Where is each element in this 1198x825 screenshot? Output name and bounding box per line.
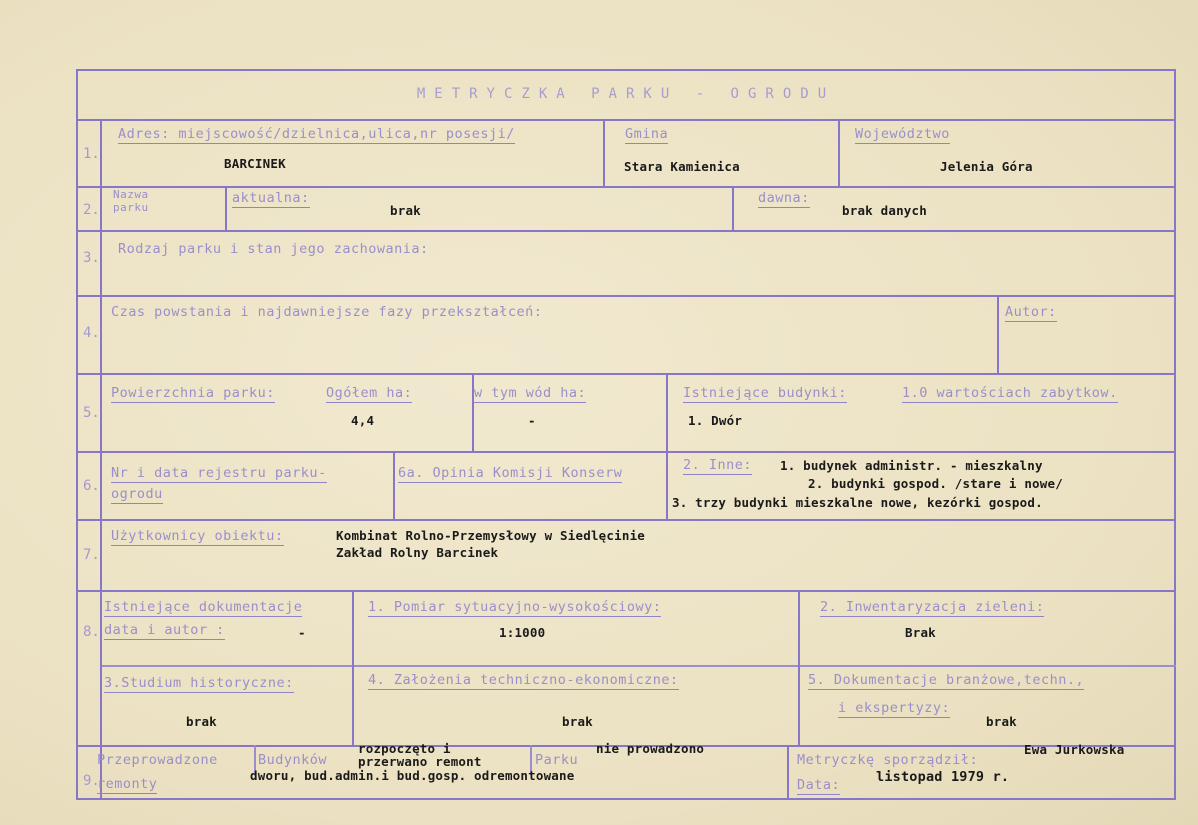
current-name-value: brak [390,203,421,218]
gmina-value: Stara Kamienica [624,159,740,174]
users-value: Kombinat Rolno-Przemysłowy w Siedlęcinie [336,528,646,543]
cell-divider [732,186,734,231]
water-area-value: - [528,413,536,428]
area-label: Powierzchnia parku: [111,385,275,401]
documentation-value: - [298,625,306,640]
greenery-inventory-label: 2. Inwentaryzacja zieleni: [820,599,1045,615]
cell-divider [666,373,668,521]
row-divider [76,186,1176,188]
row-divider [76,519,1176,521]
other-building-item: 2. budynki gospod. /stare i nowe/ [808,476,1063,491]
total-area-value: 4,4 [351,413,375,428]
former-name-label: dawna: [758,190,810,206]
technical-assumptions-label: 4. Założenia techniczno-ekonomiczne: [368,672,679,688]
prepared-by-label: Metryczkę sporządził: [797,752,979,768]
border-right [1174,69,1176,800]
former-name-value: brak danych [842,203,927,218]
current-name-label: aktualna: [232,190,310,206]
date-value: listopad 1979 r. [876,769,1010,785]
repairs-label: Przeprowadzone [97,752,218,768]
prepared-by-value: Ewa Jurkowska [1024,742,1125,757]
greenery-inventory-value: Brak [905,625,936,640]
row-divider [76,295,1176,297]
row-divider [76,451,1176,453]
gmina-label: Gmina [625,126,669,142]
number-column-divider [100,119,102,800]
users-label: Użytkownicy obiektu: [111,528,284,544]
row-number: 2. [83,202,100,218]
users-value-2: Zakład Rolny Barcinek [336,545,499,560]
border-bottom [76,798,1176,800]
park-repairs-value: nie prowadzono [596,741,705,756]
park-name-label-2: parku [113,201,149,214]
documentation-label-2: data i autor : [104,622,225,638]
branch-docs-value: brak [986,714,1017,729]
branch-docs-label-2: i ekspertyzy: [838,700,951,716]
row-number: 4. [83,325,100,341]
cell-divider [393,451,395,520]
cell-divider [798,590,800,746]
cell-divider [225,186,227,231]
other-buildings-label: 2. Inne: [683,457,753,473]
row-number: 1. [83,146,100,162]
voivodeship-label: Województwo [855,126,950,142]
row-divider [76,230,1176,232]
row-number: 6. [83,478,100,494]
date-label: Data: [797,777,841,793]
historical-study-value: brak [186,714,217,729]
author-label: Autor: [1005,304,1057,320]
row-number: 5. [83,405,100,421]
buildings-repairs-label: Budynków [258,752,328,768]
technical-assumptions-value: brak [562,714,593,729]
address-label: Adres: miejscowość/dzielnica,ulica,nr posesji/ [118,126,515,142]
park-name-label: Nazwa [113,188,149,201]
survey-label: 1. Pomiar sytuacyjno-wysokościowy: [368,599,662,615]
register-label: Nr i data rejestru parku- [111,465,327,481]
border-left [76,69,78,800]
buildings-heritage-value: 1. Dwór [688,413,743,428]
row-divider [76,590,1176,592]
register-label-2: ogrodu [111,486,163,502]
survey-value: 1:1000 [499,625,546,640]
historical-study-label: 3.Studium historyczne: [104,675,294,691]
buildings-repairs-value-3: dworu, bud.admin.i bud.gosp. odremontowane [250,768,575,783]
total-area-label: Ogółem ha: [326,385,413,401]
border-top [76,69,1176,71]
buildings-heritage-label: 1.0 wartościach zabytkow. [902,385,1118,401]
branch-docs-label: 5. Dokumentacje branżowe,techn., [808,672,1085,688]
row-divider [100,665,1176,667]
other-building-item: 1. budynek administr. - mieszkalny [780,458,1043,473]
park-repairs-label: Parku [535,752,579,768]
documentation-label: Istniejące dokumentacje [104,599,303,615]
row-divider [76,119,1176,121]
row-number: 3. [83,250,100,266]
cell-divider [603,119,605,187]
row-number: 7. [83,547,100,563]
buildings-repairs-value: rozpoczęto i [358,741,451,756]
voivodeship-value: Jelenia Góra [940,159,1033,174]
origin-label: Czas powstania i najdawniejsze fazy przekształceń: [111,304,543,320]
address-value: BARCINEK [224,156,286,171]
cell-divider [838,119,840,187]
form-title: METRYCZKA PARKU - OGRODU [416,86,836,102]
conservation-opinion-label: 6a. Opinia Komisji Konserw [398,465,623,481]
cell-divider [997,295,999,374]
buildings-label: Istniejące budynki: [683,385,847,401]
water-area-label: w tym wód ha: [474,385,587,401]
cell-divider [352,590,354,746]
buildings-repairs-value-2: przerwano remont [358,754,482,769]
row-number: 8. [83,624,100,640]
park-type-label: Rodzaj parku i stan jego zachowania: [118,241,429,257]
other-building-item: 3. trzy budynki mieszkalne nowe, kezórki gospod. [672,495,1043,510]
cell-divider [787,745,789,800]
row-number: 9. [83,773,100,789]
repairs-label-2: remonty [97,776,158,792]
row-divider [76,373,1176,375]
